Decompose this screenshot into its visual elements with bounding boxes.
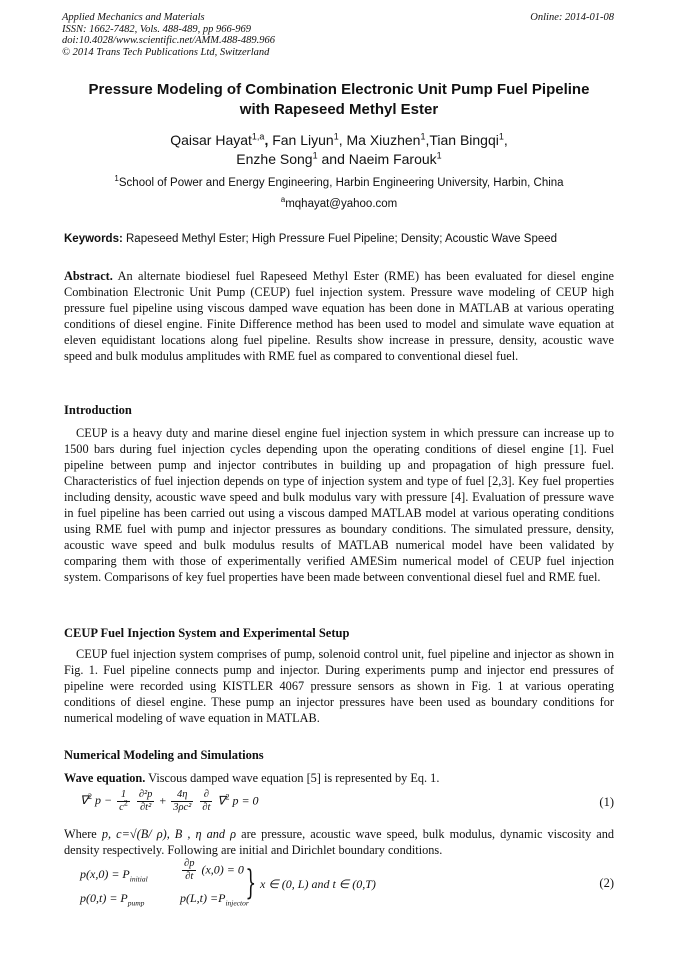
affiliation-text: School of Power and Energy Engineering, Harbin Engineering University, Harbin, China	[118, 177, 564, 189]
where-lead: Where	[64, 827, 97, 841]
author-list: Qaisar Hayat$^{1,a}$, Fan Liyun$^1$, Ma Xiuzhen$^1$,Tian Bingqi$^1$, Enzhe Song$^1$ and Naeim Farouk$^1$	[170, 131, 508, 167]
author: Naeim Farouk	[348, 151, 437, 167]
where-text	[64, 826, 614, 858]
author-and: and	[321, 151, 345, 167]
where-vars: p, c=√(B/ ρ), B , η and ρ	[101, 827, 237, 841]
eq-num: 4η	[171, 789, 193, 802]
eq2-sub: pump	[127, 898, 145, 908]
author: Qaisar Hayat	[170, 132, 252, 148]
author-sup: 1	[333, 131, 339, 142]
email-text: mqhayat@yahoo.com	[285, 198, 398, 210]
wave-equation-text: Viscous damped wave equation [5] is represented by Eq. 1.	[148, 771, 440, 785]
author: Tian Bingqi	[429, 132, 499, 148]
eq2-derivative	[180, 858, 244, 883]
author-sup: 1	[498, 131, 504, 142]
eq-term: p −	[95, 793, 113, 808]
copyright: © 2014 Trans Tech Publications Ltd, Switzerland	[62, 46, 270, 58]
eq2-initial	[80, 867, 148, 882]
keywords-label: Keywords:	[64, 233, 123, 245]
affiliation-sup: 1	[114, 174, 119, 184]
eq2-injector	[180, 891, 249, 906]
email-sup: a	[280, 195, 286, 205]
equation-1: ∇$^2$ p − $\frac{1}{c^2}$ $\frac{\text{∂²p}}{\text{∂t²}}$ + $\frac{4\eta}{\text{3ρc²}}$ $\frac{\partial}{\partial t}$ ∇$^2$ p = 0 (1)	[80, 789, 614, 813]
brace-icon: }	[245, 863, 257, 903]
keywords-text: Rapeseed Methyl Ester; High Pressure Fuel Pipeline; Density; Acoustic Wave Speed	[126, 233, 558, 245]
eq2-sub: injector	[225, 898, 249, 908]
eq2-term: p(0,t) = P	[80, 891, 128, 905]
issn: ISSN: 1662-7482, Vols. 488-489, pp 966-969	[62, 23, 251, 35]
eq-den: ∂t²	[139, 802, 152, 813]
title-line-2: with Rapeseed Methyl Ester	[239, 101, 439, 118]
eq-fraction	[171, 789, 193, 814]
eq-den: ∂t	[202, 802, 211, 813]
eq-term: p = 0	[232, 793, 259, 808]
eq-num: ∂p	[184, 858, 195, 869]
abstract	[64, 268, 614, 364]
eq-num: ∂	[200, 789, 212, 802]
introduction-body: CEUP is a heavy duty and marine diesel engine fuel injection system in which pressure can increase up to 1500 bars during fuel injection cycles depending upon the operating conditions of diesel engine [1]. Fuel pipeline between pump and injector contributes in building up and propagation of high pressure fuel. Characteristics of fuel injection depends on type of injection system and type of fuel [2,3]. Key fuel properties including density, acoustic wave speed and bulk modulus vary with pressure [4]. Evaluation of pressure wave in fuel pipeline has been carried out using a viscous damped MATLAB model at various operating conditions using RME fuel with pump and injector pressures as boundary conditions. The simulated pressure, density, acoustic wave speed and bulk modulus results of MATLAB numerical model have been validated by comparing them with those of experimentally verified AMESim numerical model of CEUP fuel injection system. Comparisons of key fuel properties have been made between conventional diesel fuel and RME fuel.	[64, 426, 614, 584]
eq2-pump	[80, 891, 144, 906]
abstract-text: An alternate biodiesel fuel Rapeseed Methyl Ester (RME) has been evaluated for diesel engine Combination Electronic Unit Pump (CEUP) fuel injection system. Pressure wave modeling of CEUP high pressure fuel pipeline using viscous damped wave equation has been done in MATLAB at various operating conditions of diesel engine. Finite Difference method has been used to model and simulate wave equation at eleven equidistant locations along fuel pipeline. Results show increase in pressure, density, acoustic wave speed and bulk modulus amplitudes with RME fuel as compared to conventional diesel fuel.	[64, 269, 614, 363]
affiliation	[40, 174, 638, 189]
eq2-term: (x,0) = 0	[201, 862, 244, 877]
eq-fraction	[117, 789, 130, 814]
eq-plus: +	[159, 793, 167, 808]
eq2-domain: x ∈ (0, L) and t ∈ (0,T)	[260, 877, 376, 891]
email	[40, 195, 638, 210]
equation-number: (1)	[599, 795, 614, 809]
journal-name: Applied Mechanics and Materials	[62, 12, 205, 23]
eq-fraction	[137, 789, 155, 814]
author: Enzhe Song	[236, 151, 313, 167]
title-line-1: Pressure Modeling of Combination Electronic Unit Pump Fuel Pipeline	[88, 81, 590, 98]
eq-den: ∂t	[185, 871, 194, 882]
author: Fan Liyun	[272, 132, 334, 148]
eq2-term: p(x,0) = P	[80, 867, 130, 881]
section-heading-setup: CEUP Fuel Injection System and Experimental Setup	[64, 626, 350, 640]
equation-2	[80, 858, 614, 908]
eq-nabla: ∇	[80, 793, 89, 808]
author-sup: 1	[312, 150, 318, 161]
author-sup: 1,a	[251, 131, 265, 142]
journal-header	[62, 12, 614, 58]
eq-num: ∂²p	[138, 789, 153, 800]
paper-title	[40, 80, 638, 120]
section-heading-modeling: Numerical Modeling and Simulations	[64, 748, 264, 762]
author-sup: 1	[420, 131, 426, 142]
eq-nabla: ∇	[217, 793, 226, 808]
author: Ma Xiuzhen	[346, 132, 421, 148]
introduction-text	[64, 425, 614, 585]
setup-body: CEUP fuel injection system comprises of pump, solenoid control unit, fuel pipeline and injector as shown in Fig. 1. Fuel pipeline connects pump and injector. During experiments pump and injector end pressures of pipeline were recorded using KISTLER 4067 pressure sensors as shown in Fig. 1 at various operating conditions of diesel engine. These pump an injector pressures have been used as boundary conditions for numerical modeling of wave equation in MATLAB.	[64, 647, 614, 725]
eq2-term: p(L,t) =P	[180, 891, 226, 905]
keywords	[64, 233, 618, 245]
abstract-label: Abstract.	[64, 269, 113, 283]
eq-den: 3ρc²	[173, 802, 192, 813]
author-sup: 1	[436, 150, 442, 161]
doi: doi:10.4028/www.scientific.net/AMM.488-489.966	[62, 35, 275, 46]
eq2-sub: initial	[129, 874, 148, 884]
eq-fraction	[200, 789, 212, 814]
eq-num: 1	[117, 789, 130, 802]
wave-equation-label: Wave equation.	[64, 771, 146, 785]
eq-fraction	[182, 858, 196, 883]
equation-number: (2)	[599, 876, 614, 890]
setup-text	[64, 646, 614, 726]
online-date: Online: 2014-01-08	[530, 12, 614, 23]
section-heading-introduction: Introduction	[64, 403, 132, 417]
wave-equation-intro	[64, 770, 614, 786]
eq-den: $c^2$	[119, 798, 128, 813]
where-body: are pressure, acoustic wave speed, bulk modulus, dynamic viscosity and density respectively. Following are initial and Dirichlet boundary conditions.	[64, 827, 615, 857]
eq-den-text: c	[119, 802, 124, 813]
